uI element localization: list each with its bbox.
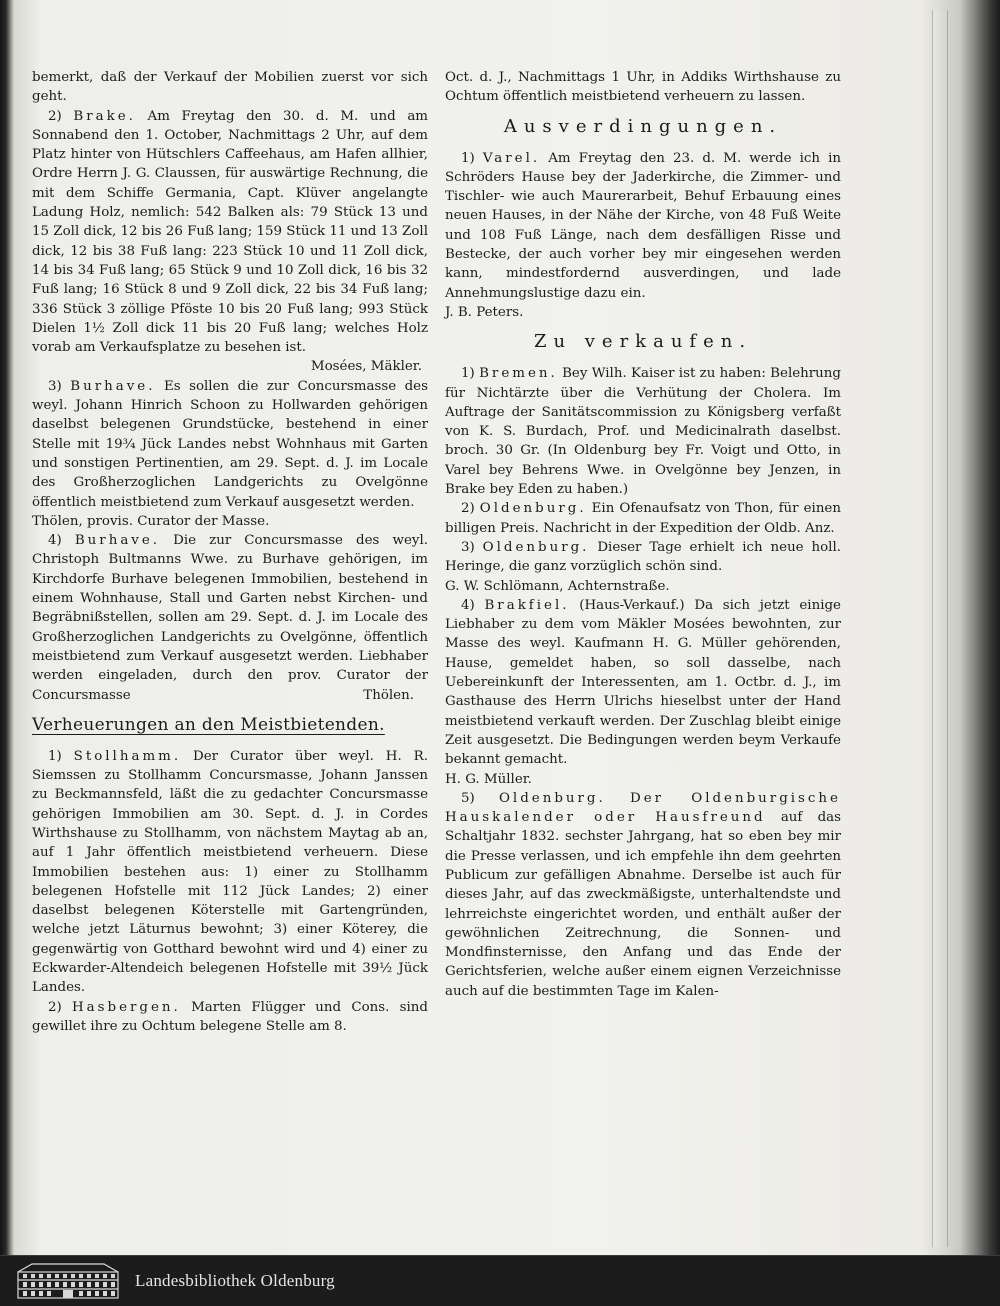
notice-oldenburg-2: 3) Oldenburg. Dieser Tage erhielt ich neue holl. Heringe, die ganz vorzüglich schön sind. bbox=[445, 539, 841, 575]
notice-burhave-1: 3) Burhave. Es sollen die zur Concursmasse des weyl. Johann Hinrich Schoon zu Hollwarden gehörigen daselbst belegenen Grundstücke, bestehend in einer Stelle mit 19¾ Jück Landes nebst Wohnhaus mit Garten und sonstigen Pertinentien, am 29. Sept. d. J. im Locale des Großherzoglichen Landgerichts zu Ovelgönne öffentlich meistbietend zum Verkauf ausgesetzt werden. bbox=[32, 378, 428, 510]
place-name: Stollhamm. bbox=[73, 748, 182, 764]
place-name: Bremen. bbox=[479, 366, 558, 382]
notice-bremen: 1) Bremen. Bey Wilh. Kaiser ist zu haben: Belehrung für Nichtärzte über die Verhütung der Cholera. Im Auftrage der Sanitätscommission zu Königsberg verfaßt von K. S. Burdach, Prof. und Medicinalrath daselbst. broch. 30 Gr. (In Oldenburg bey Fr. Voigt und Otto, in Varel bey Behrens Wwe. in Ovelgönne bey Jenzen, in Brake bey Eden zu haben.) bbox=[445, 366, 841, 498]
library-building-icon bbox=[14, 1262, 122, 1300]
place-name: Oldenburg. bbox=[479, 501, 587, 517]
place-name: Burhave. bbox=[70, 378, 156, 394]
notice-brakfiel: 4) Brakfiel. (Haus-Verkauf.) Da sich jetzt einige Liebhaber zu dem vom Mäkler Mosées bewohnten, zur Masse des weyl. Kaufmann H. G. Müller gehörenden, Hause, gemeldet haben, so soll dasselbe, nach Uebereinkunft der Interessenten, am 1. Octbr. d. J., im Gasthause des Herrn Ulrichs hieselbst unter der Hand meistbietend verkauft werden. Der Zuschlag bleibt einige Zeit ausgesetzt. Die Bedingungen werden beym Verkaufe bekannt gemacht. bbox=[445, 597, 841, 768]
notice-oldenburg-3: 5) Oldenburg. Der Oldenburgische Hauskalender oder Hausfreund auf das Schaltjahr 1832. sechster Jahrgang, hat so eben bey mir die Presse verlassen, und ich empfehle ihn dem geehrten Publicum zur gefälligen Abnahme. Derselbe ist auch für dieses Jahr, auf das zweckmäßigste, unterhaltendste und lehrreichste eingerichtet worden, und enthält außer der gewöhnlichen Zeitrechnung, die Sonnen- und Mondfinsternisse, den Anfang und das Ende der Gerichtsferien, welche außer einem eignen Verzeichnisse auch auf die bestimmten Tage im Kalen- bbox=[445, 790, 842, 999]
library-name: Landesbibliothek Oldenburg bbox=[135, 1271, 335, 1290]
book-title: Der Oldenburgische Hauskalender oder Hausfreund bbox=[445, 790, 841, 826]
place-name: Oldenburg. bbox=[482, 539, 590, 555]
signature: Mosées, Mäkler. bbox=[310, 359, 422, 375]
signature: Thölen, provis. Curator der Masse. bbox=[32, 513, 270, 529]
section-heading-zu-verkaufen: Zu verkaufen. bbox=[533, 331, 753, 353]
notice-brake: 2) Brake. Am Freytag den 30. d. M. und am Sonnabend den 1. October, Nachmittags 2 Uhr, auf dem Platz hinter von Hütschlers Caffeehaus, am Hafen allhier, Ordre Herrn J. G. Claussen, für auswärtige Rechnung, die mit dem Schiffe Germania, Capt. Klüver angelangte Ladung Holz, nemlich: 542 Balken als: 79 Stück 13 und 15 Zoll dick, 12 bis 26 Fuß lang; 159 Stück 11 und 13 Zoll dick, 12 bis 38 Fuß lang: 223 Stück 10 und 11 Zoll dick, 14 bis 34 Fuß lang; 65 Stück 9 und 10 Zoll dick, 16 bis 32 Fuß lang; 16 Stück 8 und 9 Zoll dick, 22 bis 34 Fuß lang; 336 Stück 3 zöllige Pföste 10 bis 20 Fuß lang; 993 Stück Dielen 1½ Zoll dick 11 bis 20 Fuß lang; welches Holz vorab am Verkaufsplatze zu besehen ist. Mosées, Mäkler. bbox=[32, 107, 428, 358]
section-heading-verheuerungen: Verheuerungen an den Meistbietenden. bbox=[32, 714, 385, 735]
right-column bbox=[445, 68, 841, 1001]
notice-stollhamm: 1) Stollhamm. Der Curator über weyl. H. R. Siemssen zu Stollhamm Concursmasse, Johann Janssen zu Beckmannsfeld, läßt die zu gedachter Concursmasse gehörigen Immobilien am 30. Sept. d. J. in Cordes Wirthshause zu Stollhamm, von nächstem Maytag ab an, auf 1 Jahr öffentlich meistbietend verheuern. Diese Immobilien bestehen aus: 1) einer zu Stollhamm belegenen Hofstelle mit 112 Jück Landes; 2) einer daselbst belegenen Köterstelle mit Gartengründen, welche jetzt Läturnus bewohnt; 3) einer Köterey, die gegenwärtig von Gotthard bewohnt wird und 4) einer zu Eckwarder-Altendeich belegenen Hofstelle mit 39½ Jück Landes. bbox=[32, 748, 428, 996]
notice-hasbergen: 2) Hasbergen. Marten Flügger und Cons. sind gewillet ihre zu Ochtum belegene Stelle am 8. bbox=[32, 999, 428, 1034]
place-name: Burhave. bbox=[74, 533, 161, 549]
notice-varel: 1) Varel. Am Freytag den 23. d. M. werde ich in Schröders Hause bey der Jaderkirche, die Zimmer- und Tischler- wie auch Maurerarbeit, Behuf Erbauung eines neuen Hauses, in der Nähe der Kirche, von 48 Fuß Weite und 108 Fuß Länge, nach dem desfälligen Risse und Bestecke, der auch vorher bey mir eingesehen werden kann, mindestfordernd ausverdingen, und lade Annehmungslustige dazu ein. bbox=[445, 150, 841, 301]
footer-bar bbox=[0, 1255, 1000, 1306]
signature: Thölen. bbox=[363, 687, 414, 703]
signature: J. B. Peters. bbox=[445, 304, 524, 320]
paragraph-continuation: Oct. d. J., Nachmittags 1 Uhr, in Addiks Wirthshause zu Ochtum öffentlich meistbietend verheuern zu lassen. bbox=[445, 70, 841, 105]
signature: H. G. Müller. bbox=[445, 771, 532, 787]
place-name: Hasbergen. bbox=[72, 999, 181, 1015]
place-name: Brakfiel. bbox=[484, 597, 570, 613]
signature: G. W. Schlömann, Achternstraße. bbox=[445, 578, 670, 594]
section-heading-ausverdingungen: Ausverdingungen. bbox=[503, 115, 783, 137]
place-name: Brake. bbox=[73, 108, 136, 124]
place-name: Varel. bbox=[482, 150, 541, 166]
page-edge bbox=[932, 10, 948, 1247]
notice-burhave-2: 4) Burhave. Die zur Concursmasse des weyl. Christoph Bultmanns Wwe. zu Burhave gehörigen, im Kirchdorfe Burhave belegenen Immobilien, bestehend in einem Wohnhause, Stall und Garten nebst Kirchen- und Begräbnißstellen, sollen am 29. Sept. d. J. im Locale des Großherzoglichen Landgerichts zu Ovelgönne, öffentlich meistbietend zum Verkauf ausgesetzt werden. Liebhaber werden eingeladen, durch den prov. Curator der Concursmasse Thölen. bbox=[32, 531, 428, 705]
notice-oldenburg-1: 2) Oldenburg. Ein Ofenaufsatz von Thon, für einen billigen Preis. Nachricht in der Expedition der Oldb. Anz. bbox=[445, 501, 841, 536]
paragraph-continuation: bemerkt, daß der Verkauf der Mobilien zuerst vor sich geht. bbox=[32, 70, 428, 105]
left-column bbox=[32, 68, 428, 1036]
place-name: Oldenburg. bbox=[498, 790, 606, 806]
